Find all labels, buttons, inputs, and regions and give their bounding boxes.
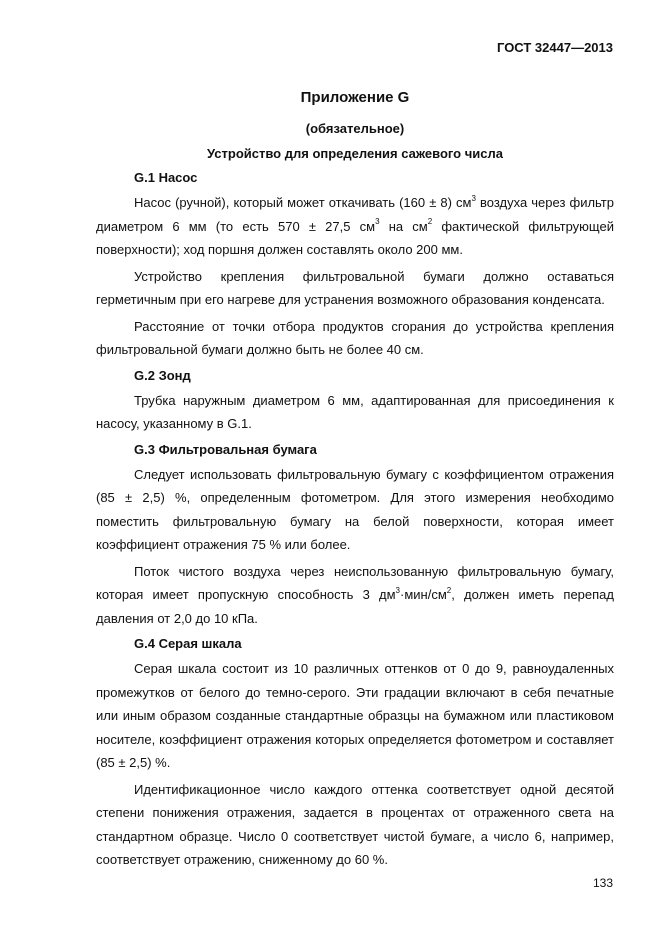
- paragraph: Поток чистого воздуха через неиспользованную фильтровальную бумагу, которая имеет пропускную способность 3 $дм^3\cdot мин/см^2$, должен иметь перепад давления от 2,0 до 10 кПа.: [96, 563, 614, 626]
- annex-name: Устройство для определения сажевого числа: [207, 146, 503, 161]
- paragraph: Трубка наружным диаметром 6 мм, адаптированная для присоединения к насосу, указанному в G.1.: [96, 392, 614, 431]
- annex-content: [96, 88, 614, 875]
- paragraph: Устройство крепления фильтровальной бумаги должно оставаться герметичным при его нагреве для устранения возможного образования конденсата.: [96, 268, 614, 307]
- page-number: 133: [592, 876, 613, 890]
- standard-header: ГОСТ 32447—2013: [497, 40, 613, 55]
- paragraph: Серая шкала состоит из 10 различных оттенков от 0 до 9, равноудаленных промежутков от белого до темно-серого. Эти градации включают в себя печатные или иным образом созданные стандартные образцы на бумажном или пластиковом носителе, коэффициент отражения которых определяется фотометром и составляет (85 ± 2,5) %.: [96, 661, 614, 770]
- annex-status: (обязательное): [305, 121, 405, 136]
- paragraph: Следует использовать фильтровальную бумагу с коэффициентом отражения (85 ± 2,5) %, определенным фотометром. Для этого измерения необходимо поместить фильтровальную бумагу на белой поверхности, которая имеет коэффициент отражения 75 % или более.: [96, 466, 614, 552]
- paragraph: Расстояние от точки отбора продуктов сгорания до устройства крепления фильтровальной бумаги должно быть не более 40 см.: [96, 318, 614, 357]
- paragraph: Насос (ручной), который может откачивать (160 ± 8) $см^3$ воздуха через фильтр диаметром 6 мм (то есть 570 ± 27,5 $см^3$ на $см^2$ фактической фильтрующей поверхности); ход поршня должен составлять около 200 мм.: [96, 193, 614, 257]
- annex-title: Приложение G: [300, 89, 410, 106]
- section-title-g3: G.3 Фильтровальная бумага: [134, 441, 317, 457]
- section-title-g2: G.2 Зонд: [134, 367, 191, 383]
- paragraph: Идентификационное число каждого оттенка соответствует одной десятой степени понижения отражения, задается в процентах от отраженного света на стандартном образце. Число 0 соответствует чистой бумаге, а число 6, например, соответствует отражению, сниженному до 60 %.: [96, 781, 614, 867]
- section-title-g1: G.1 Насос: [134, 170, 198, 185]
- section-title-g4: G.4 Серая шкала: [134, 636, 242, 651]
